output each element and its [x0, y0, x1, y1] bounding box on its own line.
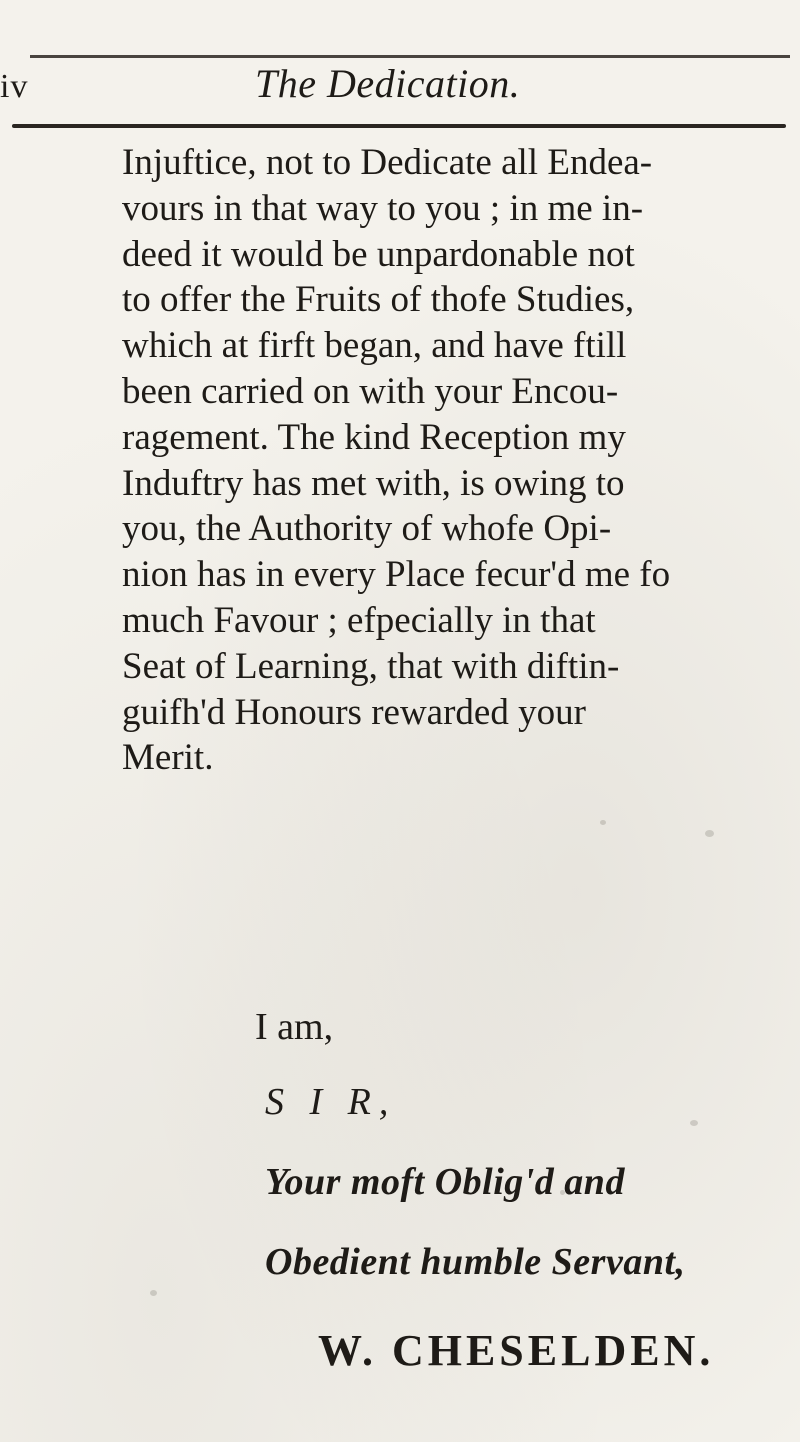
running-title: The Dedication. [255, 61, 521, 106]
body-line: which at firft began, and have ftill [122, 325, 627, 367]
paper-speck [150, 1290, 157, 1296]
body-line: Merit. [122, 737, 214, 779]
body-line: nion has in every Place fecur'd me fo [122, 554, 671, 596]
body-line: deed it would be unpardonable not [122, 233, 635, 275]
header-rule [12, 124, 786, 128]
paper-speck [560, 1190, 565, 1195]
body-line: guifh'd Honours rewarded your [122, 691, 586, 733]
body-line: to offer the Fruits of thofe Studies, [122, 279, 635, 321]
signature: W. CHESELDEN. [318, 1326, 715, 1375]
page-number: iv [0, 68, 29, 105]
closing-yours: Your moft Oblig'd and [265, 1161, 625, 1203]
body-line: ragement. The kind Reception my [122, 416, 626, 458]
body-line: Seat of Learning, that with diftin- [122, 645, 620, 687]
paper-speck [705, 830, 714, 837]
paper-speck [690, 1120, 698, 1126]
body-line: Injuftice, not to Dedicate all Endea- [122, 142, 653, 183]
closing-i-am: I am, [255, 1006, 334, 1048]
body-line: vours in that way to you ; in me in- [122, 187, 644, 229]
dedication-body [122, 140, 800, 781]
body-line: been carried on with your Encou- [122, 370, 619, 412]
paper-speck [600, 820, 606, 825]
closing-servant: Obedient humble Servant, [265, 1241, 686, 1283]
body-line: you, the Authority of whofe Opi- [122, 508, 612, 550]
body-line: much Favour ; efpecially in that [122, 599, 596, 641]
closing-salutation: S I R, [265, 1081, 397, 1123]
header-top-rule [30, 55, 790, 58]
body-line: Induftry has met with, is owing to [122, 462, 625, 504]
page-header [0, 60, 800, 120]
